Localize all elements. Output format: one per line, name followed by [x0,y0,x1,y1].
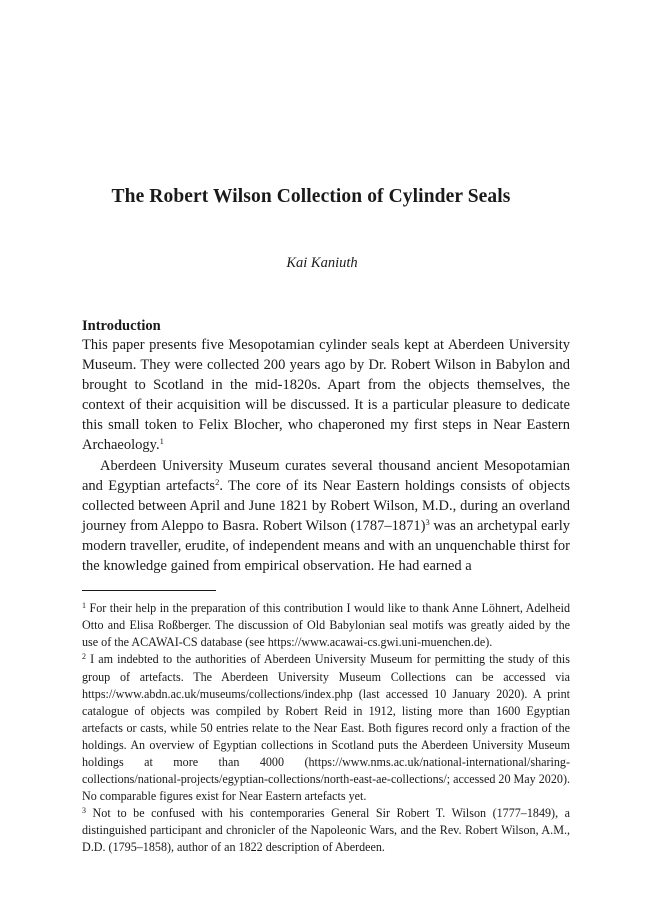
footnote-1 [82,600,570,651]
footnote-ref-3[interactable]: 3 [425,516,430,527]
paragraph-text: This paper presents five Mesopotamian cylinder seals kept at Aberdeen University Museum. They were collected 200 years ago by Dr. Robert Wilson in Babylon and brought to Scotland in the mid-1820s. Apart from the objects themselves, the context of their acquisition will be discussed. It is a particular pleasure to dedicate this small token to Felix Blocher, who chaperoned my first steps in Near Eastern Archaeology. [82,337,570,454]
main-content [82,317,570,857]
footnote-number: 1 [82,601,86,611]
footnote-2 [82,651,570,805]
paragraph-text: was an archetypal early modern traveller, erudite, of independent means and with an unquenchable thirst for the knowledge gained from empirical observation. He had earned a [82,517,571,575]
footnote-ref-1[interactable]: 1 [159,436,164,447]
footnote-text: For their help in the preparation of this contribution I would like to thank Anne Löhnert, Adelheid Otto and Elisa Roßberger. The discussion of Old Babylonian seal motifs was greatly aided by the use of the ACAWAI-CS database (see https://www.acawai-cs.gwi.​uni-muenchen.de). [82,601,570,650]
footnote-separator [82,590,216,591]
section-heading: Introduction [82,318,161,334]
paper-title: The Robert Wilson Collection of Cylinder Seals [111,186,511,207]
paragraph-introduction [82,335,570,456]
footnote-text: Not to be confused with his contemporaries General Sir Robert T. Wilson (1777–1849), a distinguished participant and chronicler of the Napoleonic Wars, and the Rev. Robert Wilson, A.M., D.D. (1795–1858), author of an 1822 description of Aberdeen. [82,806,570,855]
footnote-number: 3 [82,806,86,816]
paragraph-text: Aberdeen University Museum curates several thousand ancient Mesopotamian and Egyptian artefacts [82,457,570,494]
footnote-number: 2 [82,652,86,662]
footnote-text: I am indebted to the authorities of Aberdeen University Museum for permitting the study of this group of artefacts. The Aberdeen University Museum Collections can be accessed via https://www.abdn.ac.uk/museums/collections/index.php (last accessed 10 January 2020). A print catalogue of objects was compiled by Robert Reid in 1912, listing more than 1600 Egyptian artefacts or casts, while 50 entries relate to the Near East. Both figures record only a fraction of the holdings. An overview of Egyptian collections in Scotland puts the Aberdeen University Museum holdings at more than 4000 (https://www.nms.ac.​uk/national-international/sharing-collections/national-projects/egyptian-collections/north​-east-ae-collections/; accessed 20 May 2020). No comparable figures exist for Near Eastern artefacts yet. [82,652,570,804]
footnote-ref-2[interactable]: 2 [215,476,220,487]
author-name: Kai Kaniuth [286,255,358,271]
paragraph-collection [82,456,570,577]
footnote-3 [82,805,570,856]
paragraph-text: . The core of its Near Eastern holdings consists of objects collected between April and June 1821 by Robert Wilson, M.D., during an overland journey from Aleppo to Basra. Robert Wilson (1787–1871) [82,477,570,534]
